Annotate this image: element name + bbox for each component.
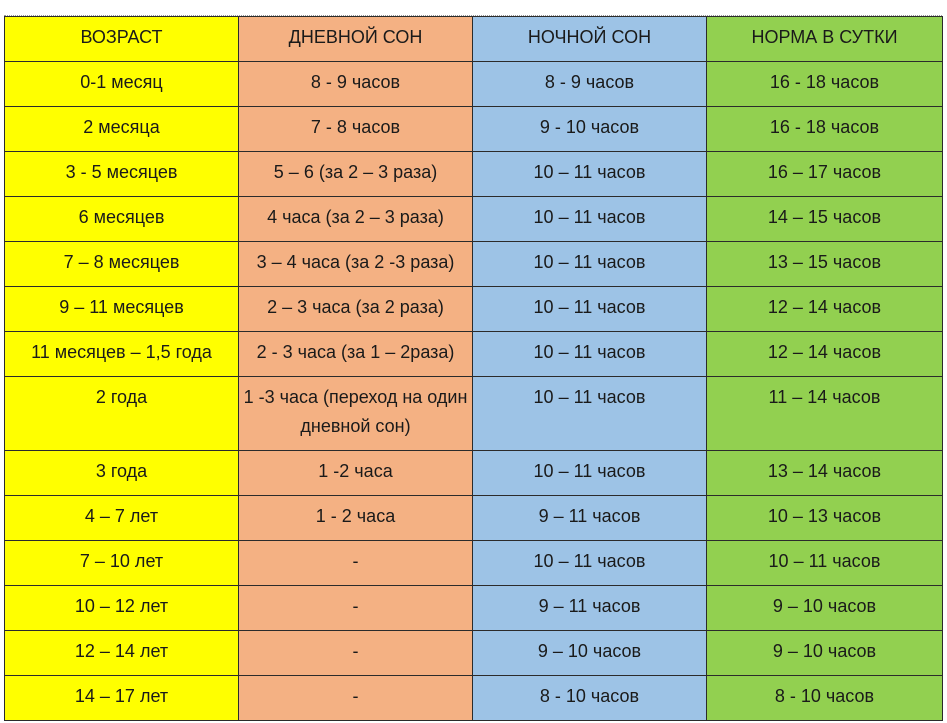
- table-row: [5, 496, 943, 541]
- cell-age: 9 – 11 месяцев: [5, 287, 239, 332]
- cell-daily-norm: 16 - 18 часов: [707, 107, 943, 152]
- header-daily-norm: НОРМА В СУТКИ: [707, 17, 943, 62]
- cell-night-sleep: 10 – 11 часов: [473, 451, 707, 496]
- cell-day-sleep: 1 - 2 часа: [239, 496, 473, 541]
- cell-night-sleep: 10 – 11 часов: [473, 152, 707, 197]
- table-row: [5, 62, 943, 107]
- header-day-sleep: ДНЕВНОЙ СОН: [239, 17, 473, 62]
- cell-day-sleep: 2 - 3 часа (за 1 – 2раза): [239, 332, 473, 377]
- cell-age: 0-1 месяц: [5, 62, 239, 107]
- cell-daily-norm: 16 – 17 часов: [707, 152, 943, 197]
- cell-day-sleep: 4 часа (за 2 – 3 раза): [239, 197, 473, 242]
- cell-night-sleep: 8 - 9 часов: [473, 62, 707, 107]
- cell-age: 10 – 12 лет: [5, 586, 239, 631]
- table-row: [5, 541, 943, 586]
- cell-daily-norm: 11 – 14 часов: [707, 377, 943, 451]
- sleep-norms-sheet: [4, 15, 942, 721]
- cell-age: 3 года: [5, 451, 239, 496]
- cell-night-sleep: 9 – 11 часов: [473, 586, 707, 631]
- cell-daily-norm: 8 - 10 часов: [707, 676, 943, 721]
- cell-daily-norm: 14 – 15 часов: [707, 197, 943, 242]
- table-row: [5, 377, 943, 451]
- table-row: [5, 631, 943, 676]
- cell-day-sleep: -: [239, 676, 473, 721]
- cell-night-sleep: 9 - 10 часов: [473, 107, 707, 152]
- cell-daily-norm: 10 – 13 часов: [707, 496, 943, 541]
- cell-age: 14 – 17 лет: [5, 676, 239, 721]
- cell-age: 2 месяца: [5, 107, 239, 152]
- cell-day-sleep: -: [239, 586, 473, 631]
- cell-age: 12 – 14 лет: [5, 631, 239, 676]
- cell-night-sleep: 10 – 11 часов: [473, 287, 707, 332]
- cell-night-sleep: 10 – 11 часов: [473, 541, 707, 586]
- table-row: [5, 586, 943, 631]
- table-row: [5, 332, 943, 377]
- cell-day-sleep: -: [239, 541, 473, 586]
- cell-daily-norm: 13 – 15 часов: [707, 242, 943, 287]
- cell-daily-norm: 12 – 14 часов: [707, 332, 943, 377]
- table-row: [5, 152, 943, 197]
- cell-daily-norm: 9 – 10 часов: [707, 631, 943, 676]
- table-row: [5, 242, 943, 287]
- cell-night-sleep: 10 – 11 часов: [473, 332, 707, 377]
- cell-day-sleep: 7 - 8 часов: [239, 107, 473, 152]
- cell-day-sleep: 8 - 9 часов: [239, 62, 473, 107]
- cell-daily-norm: 13 – 14 часов: [707, 451, 943, 496]
- sleep-norms-table: [4, 16, 943, 721]
- cell-daily-norm: 9 – 10 часов: [707, 586, 943, 631]
- cell-night-sleep: 10 – 11 часов: [473, 242, 707, 287]
- cell-day-sleep: 5 – 6 (за 2 – 3 раза): [239, 152, 473, 197]
- cell-day-sleep: -: [239, 631, 473, 676]
- table-row: [5, 451, 943, 496]
- header-row: [5, 17, 943, 62]
- table-row: [5, 197, 943, 242]
- cell-age: 7 – 8 месяцев: [5, 242, 239, 287]
- header-night-sleep: НОЧНОЙ СОН: [473, 17, 707, 62]
- cell-night-sleep: 9 – 10 часов: [473, 631, 707, 676]
- table-row: [5, 107, 943, 152]
- cell-age: 2 года: [5, 377, 239, 451]
- cell-night-sleep: 10 – 11 часов: [473, 197, 707, 242]
- cell-night-sleep: 10 – 11 часов: [473, 377, 707, 451]
- cell-day-sleep: 3 – 4 часа (за 2 -3 раза): [239, 242, 473, 287]
- table-row: [5, 676, 943, 721]
- cell-daily-norm: 16 - 18 часов: [707, 62, 943, 107]
- cell-daily-norm: 12 – 14 часов: [707, 287, 943, 332]
- header-age: ВОЗРАСТ: [5, 17, 239, 62]
- cell-day-sleep: 2 – 3 часа (за 2 раза): [239, 287, 473, 332]
- cell-daily-norm: 10 – 11 часов: [707, 541, 943, 586]
- cell-night-sleep: 9 – 11 часов: [473, 496, 707, 541]
- cell-age: 6 месяцев: [5, 197, 239, 242]
- cell-age: 11 месяцев – 1,5 года: [5, 332, 239, 377]
- cell-age: 7 – 10 лет: [5, 541, 239, 586]
- cell-day-sleep: 1 -3 часа (переход на один дневной сон): [239, 377, 473, 451]
- table-row: [5, 287, 943, 332]
- cell-night-sleep: 8 - 10 часов: [473, 676, 707, 721]
- cell-day-sleep: 1 -2 часа: [239, 451, 473, 496]
- cell-age: 3 - 5 месяцев: [5, 152, 239, 197]
- cell-age: 4 – 7 лет: [5, 496, 239, 541]
